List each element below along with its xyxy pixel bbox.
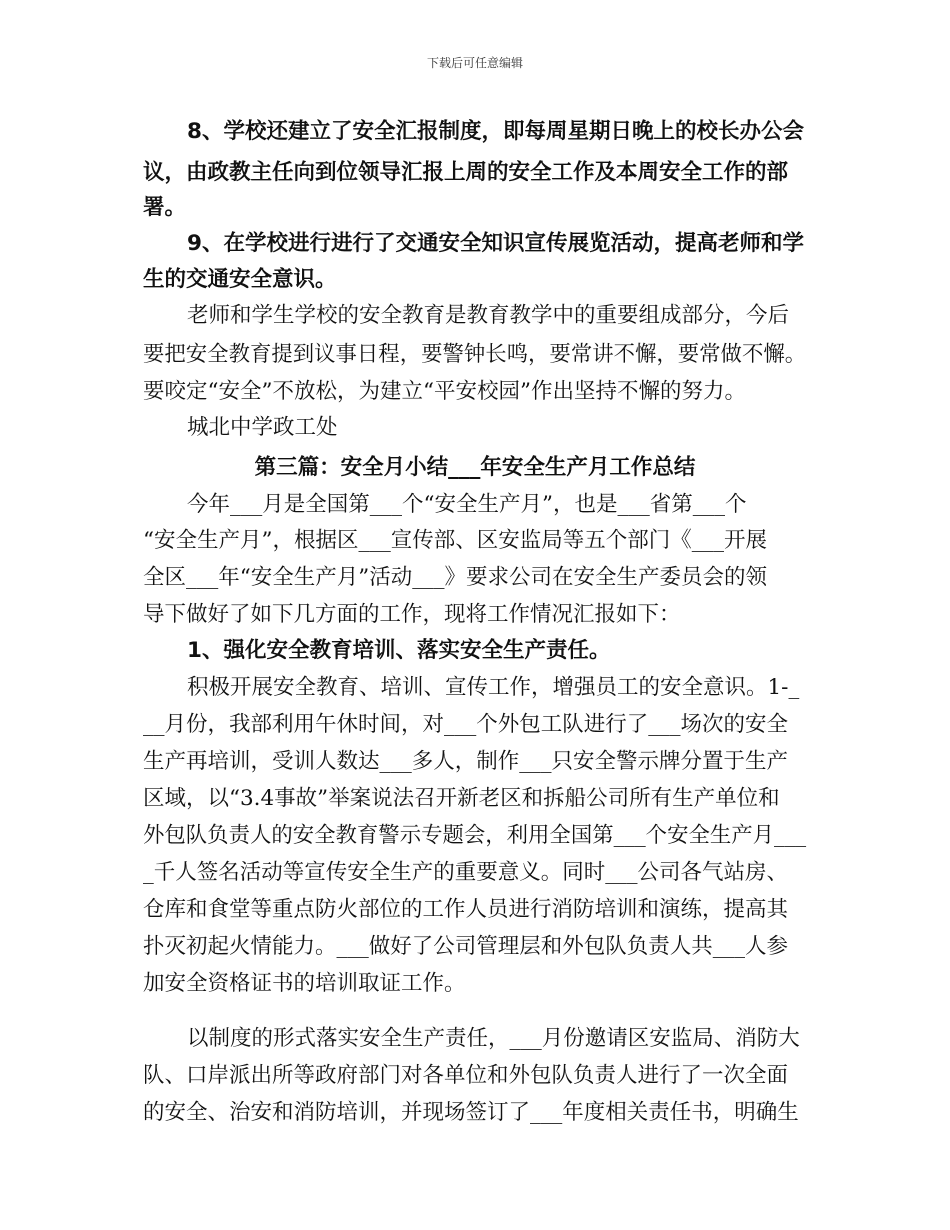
text-line: 8、学校还建立了安全汇报制度，即每周星期日晚上的校长办公会 [187,119,804,144]
text-line: 扑灭初起火情能力。___做好了公司管理层和外包队负责人共___人参 [143,934,789,959]
text-line: 队、口岸派出所等政府部门对各单位和外包队负责人进行了一次全面 [143,1063,789,1088]
text-line: “安全生产月”，根据区___宣传部、区安监局等五个部门《___开展 [143,528,767,553]
text-line: 1、强化安全教育培训、落实安全生产责任。 [187,638,611,663]
text-line: 导下做好了如下几方面的工作，现将工作情况汇报如下： [143,602,681,627]
text-line: 仓库和食堂等重点防火部位的工作人员进行消防培训和演练，提高其 [143,897,789,922]
page-header: 下载后可任意编辑 [426,56,523,70]
text-line: 老师和学生学校的安全教育是教育教学中的重要组成部分，今后 [187,303,790,328]
text-line: 要咬定“安全”不放松，为建立“平安校园”作出坚持不懈的努力。 [143,379,746,404]
text-line: 全区___年“安全生产月”活动___》要求公司在安全生产委员会的领 [143,565,767,590]
text-line: 今年___月是全国第___个“安全生产月”，也是___省第___个 [187,492,747,517]
text-line: 城北中学政工处 [187,415,338,440]
section-title: 第三篇：安全月小结___年安全生产月工作总结 [254,455,696,480]
text-line: 区域，以“3.4事故”举案说法召开新老区和拆船公司所有生产单位和 [143,786,780,811]
text-line: 生产再培训，受训人数达___多人，制作___只安全警示牌分置于生产 [143,749,789,774]
text-line: 外包队负责人的安全教育警示专题会，利用全国第___个安全生产月___ [143,823,807,848]
text-line: _千人签名活动等宣传安全生产的重要意义。同时___公司各气站房、 [143,860,789,885]
text-line: 议，由政教主任向到位领导汇报上周的安全工作及本周安全工作的部 [143,160,789,185]
text-line: 署。 [143,195,187,220]
text-line: 要把安全教育提到议事日程，要警钟长鸣，要常讲不懈，要常做不懈。 [143,342,807,367]
text-line: 9、在学校进行进行了交通安全知识宣传展览活动，提高老师和学 [187,231,804,256]
text-line: 以制度的形式落实安全生产责任，___月份邀请区安监局、消防大 [187,1026,800,1051]
text-line: 加安全资格证书的培训取证工作。 [143,971,466,996]
text-line: __月份，我部利用午休时间，对___个外包工队进行了___场次的安全 [143,712,789,737]
text-line: 积极开展安全教育、培训、宣传工作，增强员工的安全意识。1-_ [187,675,800,700]
text-line: 生的交通安全意识。 [143,267,337,292]
text-line: 的安全、治安和消防培训，并现场签订了___年度相关责任书，明确生 [143,1100,799,1125]
